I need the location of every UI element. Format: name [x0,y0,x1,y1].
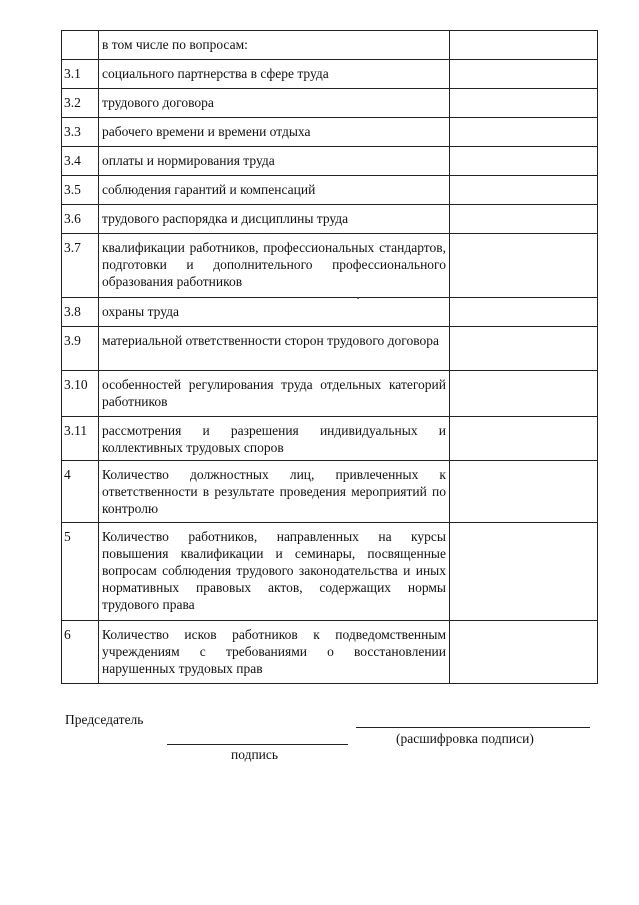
row-value [450,523,598,621]
table-row [62,89,598,118]
row-description: трудового договора [99,89,450,118]
row-value [450,205,598,234]
table-row [62,371,598,417]
row-number: 3.10 [62,371,99,417]
table-row [62,205,598,234]
row-description: Количество работников, направленных на курсы повышения квалификации и семинары, посвященные вопросам соблюдения трудового законодательства и иных нормативных правовых актов, содержащих нормы трудового права [99,523,450,621]
decoding-caption: (расшифровка подписи) [396,731,534,746]
row-value [450,31,598,60]
chairman-label: Председатель [65,712,144,727]
table-row [62,31,598,60]
row-description: социального партнерства в сфере труда [99,60,450,89]
table-row [62,147,598,176]
row-number: 3.11 [62,417,99,461]
row-number: 3.8 [62,298,99,327]
row-description: рабочего времени и времени отдыха [99,118,450,147]
table-row [62,234,598,298]
row-value [450,118,598,147]
table-row [62,327,598,371]
row-value [450,147,598,176]
table-row [62,523,598,621]
row-description: оплаты и нормирования труда [99,147,450,176]
table-row [62,118,598,147]
row-number: 3.5 [62,176,99,205]
row-number: 3.7 [62,234,99,298]
table-row [62,417,598,461]
table-row [62,621,598,684]
row-number: 3.3 [62,118,99,147]
row-value [450,461,598,523]
table-row [62,60,598,89]
row-value [450,60,598,89]
report-table [61,30,598,684]
row-description: особенностей регулирования труда отдельных категорий работников [99,371,450,417]
row-number: 5 [62,523,99,621]
row-description: охраны труда [99,298,450,327]
row-number: 4 [62,461,99,523]
table-row [62,298,598,327]
row-value [450,621,598,684]
table-row [62,461,598,523]
row-number: 3.9 [62,327,99,371]
scan-artifact [357,297,359,299]
row-description: Количество исков работников к подведомственным учреждениям с требованиями о восстановлении нарушенных трудовых прав [99,621,450,684]
row-number: 3.6 [62,205,99,234]
row-number: 3.4 [62,147,99,176]
row-description: материальной ответственности сторон трудового договора [99,327,450,371]
signature-line [167,744,348,745]
table-row [62,176,598,205]
row-description: Количество должностных лиц, привлеченных к ответственности в результате проведения мероприятий по контролю [99,461,450,523]
row-number: 3.2 [62,89,99,118]
row-value [450,234,598,298]
row-value [450,417,598,461]
row-value [450,371,598,417]
row-description: соблюдения гарантий и компенсаций [99,176,450,205]
row-value [450,327,598,371]
row-description: в том числе по вопросам: [99,31,450,60]
row-description: квалификации работников, профессиональных стандартов, подготовки и дополнительного профессионального образования работников [99,234,450,298]
row-value [450,298,598,327]
row-number: 3.1 [62,60,99,89]
row-value [450,176,598,205]
row-description: трудового распорядка и дисциплины труда [99,205,450,234]
row-description: рассмотрения и разрешения индивидуальных и коллективных трудовых споров [99,417,450,461]
row-value [450,89,598,118]
row-number: 6 [62,621,99,684]
row-number [62,31,99,60]
decoding-line [356,727,590,728]
signature-caption: подпись [231,747,279,762]
